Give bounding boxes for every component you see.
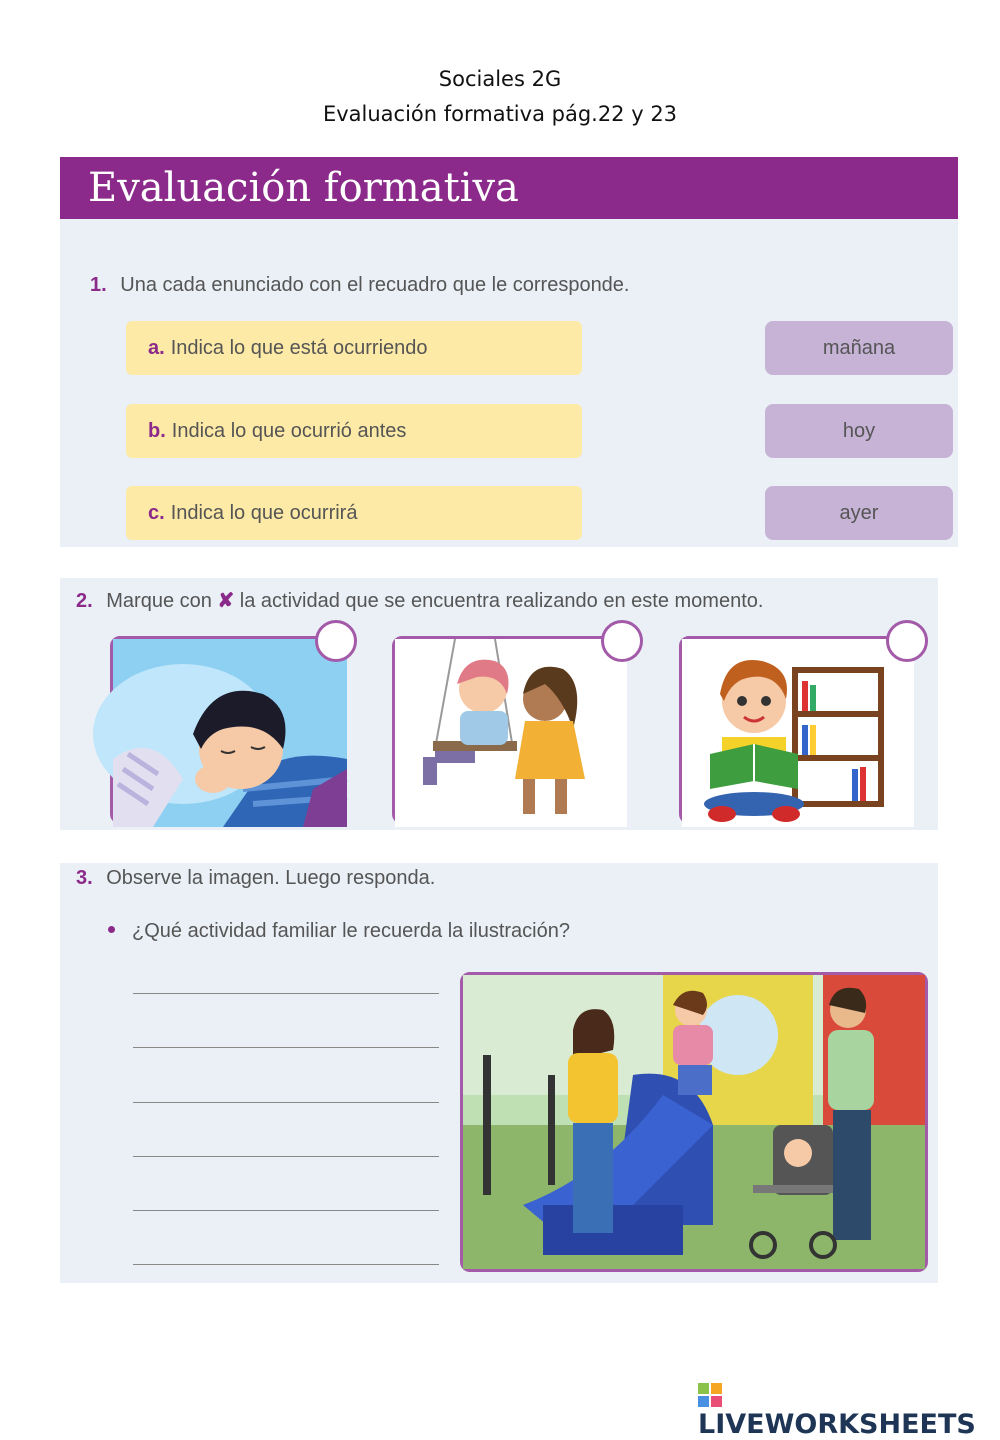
- header-line-2: Evaluación formativa pág.22 y 23: [322, 102, 678, 126]
- word-box-ayer[interactable]: ayer: [765, 486, 953, 540]
- question-2-text-before: Marque con: [106, 590, 212, 612]
- question-2-text-after: la actividad que se encuentra realizando en este momento.: [239, 590, 764, 612]
- statement-a-text: Indica lo que está ocurriendo: [170, 337, 428, 359]
- bullet-icon: [108, 926, 115, 933]
- answer-line-2[interactable]: [133, 1047, 439, 1048]
- logo-text: LIVEWORKSHEETS: [698, 1409, 976, 1440]
- header-line-1: Sociales 2G: [438, 67, 562, 91]
- statement-b[interactable]: [126, 404, 582, 458]
- family-playground-illustration: [463, 975, 925, 1269]
- statement-b-text: Indica lo que ocurrió antes: [171, 420, 407, 442]
- family-playground-image: [460, 972, 928, 1272]
- answer-line-4[interactable]: [133, 1156, 439, 1157]
- x-mark-icon: ✘: [217, 590, 235, 612]
- answer-circle-3[interactable]: [886, 620, 928, 662]
- answer-line-1[interactable]: [133, 993, 439, 994]
- picture-girls-swing: [392, 636, 624, 824]
- liveworksheets-logo: [698, 1378, 1000, 1440]
- statement-b-letter: b.: [148, 420, 166, 442]
- picture-sleeping-boy: [110, 636, 344, 824]
- answer-line-5[interactable]: [133, 1210, 439, 1211]
- question-3-number: 3.: [76, 867, 93, 889]
- answer-line-3[interactable]: [133, 1102, 439, 1103]
- sleeping-boy-illustration: [113, 639, 347, 827]
- boy-reading-illustration: [682, 639, 914, 827]
- word-box-hoy[interactable]: hoy: [765, 404, 953, 458]
- question-3-sub: ¿Qué actividad familiar le recuerda la ilustración?: [132, 920, 570, 942]
- question-3-text: Observe la imagen. Luego responda.: [106, 867, 436, 889]
- banner-title: Evaluación formativa: [88, 165, 519, 211]
- liveworksheets-logo-icon: [698, 1383, 722, 1407]
- question-1-prompt: [90, 274, 630, 297]
- question-3-prompt: [76, 867, 435, 890]
- answer-line-6[interactable]: [133, 1264, 439, 1265]
- question-1-number: 1.: [90, 274, 107, 296]
- girls-swing-illustration: [395, 639, 627, 827]
- question-1-text: Una cada enunciado con el recuadro que le corresponde.: [120, 274, 630, 296]
- statement-c[interactable]: [126, 486, 582, 540]
- question-2-prompt: [76, 588, 763, 613]
- statement-a[interactable]: [126, 321, 582, 375]
- worksheet-header: [0, 62, 1000, 132]
- answer-circle-1[interactable]: [315, 620, 357, 662]
- statement-a-letter: a.: [148, 337, 165, 359]
- question-2-number: 2.: [76, 590, 93, 612]
- word-box-manana[interactable]: mañana: [765, 321, 953, 375]
- statement-c-letter: c.: [148, 502, 165, 524]
- statement-c-text: Indica lo que ocurrirá: [170, 502, 358, 524]
- picture-boy-reading: [679, 636, 911, 824]
- answer-circle-2[interactable]: [601, 620, 643, 662]
